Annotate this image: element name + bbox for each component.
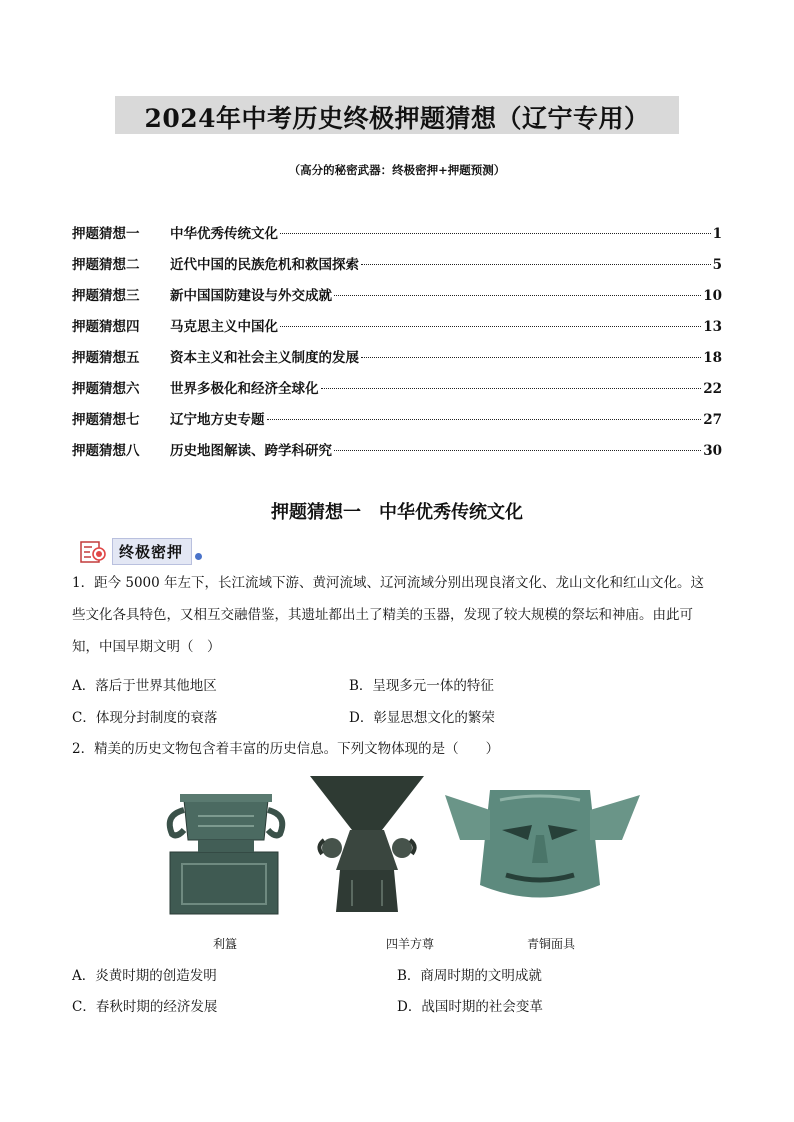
toc-leader [280,233,711,234]
q1-option-b[interactable]: B．呈现多元一体的特征 [349,678,494,694]
toc-entry[interactable] [72,253,722,284]
toc-leader [280,326,701,327]
toc-page: 18 [703,350,722,366]
toc-entry[interactable] [72,222,722,253]
toc-entry[interactable] [72,315,722,346]
q2-option-c[interactable]: C．春秋时期的经济发展 [72,999,218,1015]
q2-option-b[interactable]: B．商周时期的文明成就 [397,968,542,984]
question-1-line: 些文化各具特色，又相互交融借鉴，其遗址都出土了精美的玉器，发现了较大规模的祭坛和神庙。由此可 [72,607,693,623]
toc-page: 10 [703,288,722,304]
toc-page: 13 [703,319,722,335]
toc-title: 世界多极化和经济全球化 [170,381,319,397]
q1-option-d[interactable]: D．彰显思想文化的繁荣 [349,710,495,726]
toc-title: 辽宁地方史专题 [170,412,265,428]
toc-entry[interactable] [72,377,722,408]
toc-label: 押题猜想五 [72,350,140,366]
bronze-mask-image [440,785,645,910]
toc-entry[interactable] [72,346,722,377]
badge-label: 终极密押 [112,538,192,565]
four-ram-zun-image [302,770,432,915]
question-1-stem [72,567,724,663]
table-of-contents [72,222,722,470]
q2-option-a[interactable]: A．炎黄时期的创造发明 [72,968,217,984]
q1-option-a[interactable]: A．落后于世界其他地区 [72,678,217,694]
toc-entry[interactable] [72,284,722,315]
toc-leader [361,264,711,265]
toc-title: 资本主义和社会主义制度的发展 [170,350,359,366]
toc-leader [334,450,701,451]
toc-page: 30 [703,443,722,459]
li-gui-image [158,780,293,915]
question-2-stem: 2．精美的历史文物包含着丰富的历史信息。下列文物体现的是（ ） [72,741,500,757]
toc-title: 新中国国防建设与外交成就 [170,288,332,304]
caption-four-ram-zun: 四羊方尊 [386,937,435,951]
toc-label: 押题猜想一 [72,226,140,242]
toc-leader [334,295,701,296]
toc-page: 22 [703,381,722,397]
target-icon [80,540,108,564]
title-banner [115,96,679,134]
toc-label: 押题猜想四 [72,319,140,335]
toc-page: 5 [712,257,722,273]
page-title: 2024年中考历史终极押题猜想（辽宁专用） [144,104,650,133]
toc-leader [321,388,702,389]
toc-label: 押题猜想六 [72,381,140,397]
badge-dot-icon [195,553,202,560]
q2-option-d[interactable]: D．战国时期的社会变革 [397,999,543,1015]
artifact-images [150,770,650,920]
toc-entry[interactable] [72,439,722,470]
toc-title: 中华优秀传统文化 [170,226,278,242]
caption-bronze-mask: 青铜面具 [527,937,576,951]
toc-label: 押题猜想八 [72,443,140,459]
toc-page: 1 [712,226,722,242]
q1-option-c[interactable]: C．体现分封制度的衰落 [72,710,218,726]
question-1-line: 知，中国早期文明（ ） [72,639,221,655]
section-heading: 押题猜想一 中华优秀传统文化 [271,502,523,523]
question-1-line: 1．距今 5000 年左下，长江流域下游、黄河流域、辽河流域分别出现良渚文化、龙山文化和红山文化。这 [72,575,705,591]
caption-li-gui: 利簋 [213,937,238,951]
toc-page: 27 [703,412,722,428]
section-badge [80,538,202,565]
toc-label: 押题猜想二 [72,257,140,273]
toc-title: 近代中国的民族危机和救国探索 [170,257,359,273]
toc-leader [267,419,702,420]
toc-label: 押题猜想三 [72,288,140,304]
page-subtitle: （高分的秘密武器：终极密押+押题预测） [288,163,506,177]
toc-entry[interactable] [72,408,722,439]
toc-title: 马克思主义中国化 [170,319,278,335]
toc-title: 历史地图解读、跨学科研究 [170,443,332,459]
toc-label: 押题猜想七 [72,412,140,428]
toc-leader [361,357,701,358]
